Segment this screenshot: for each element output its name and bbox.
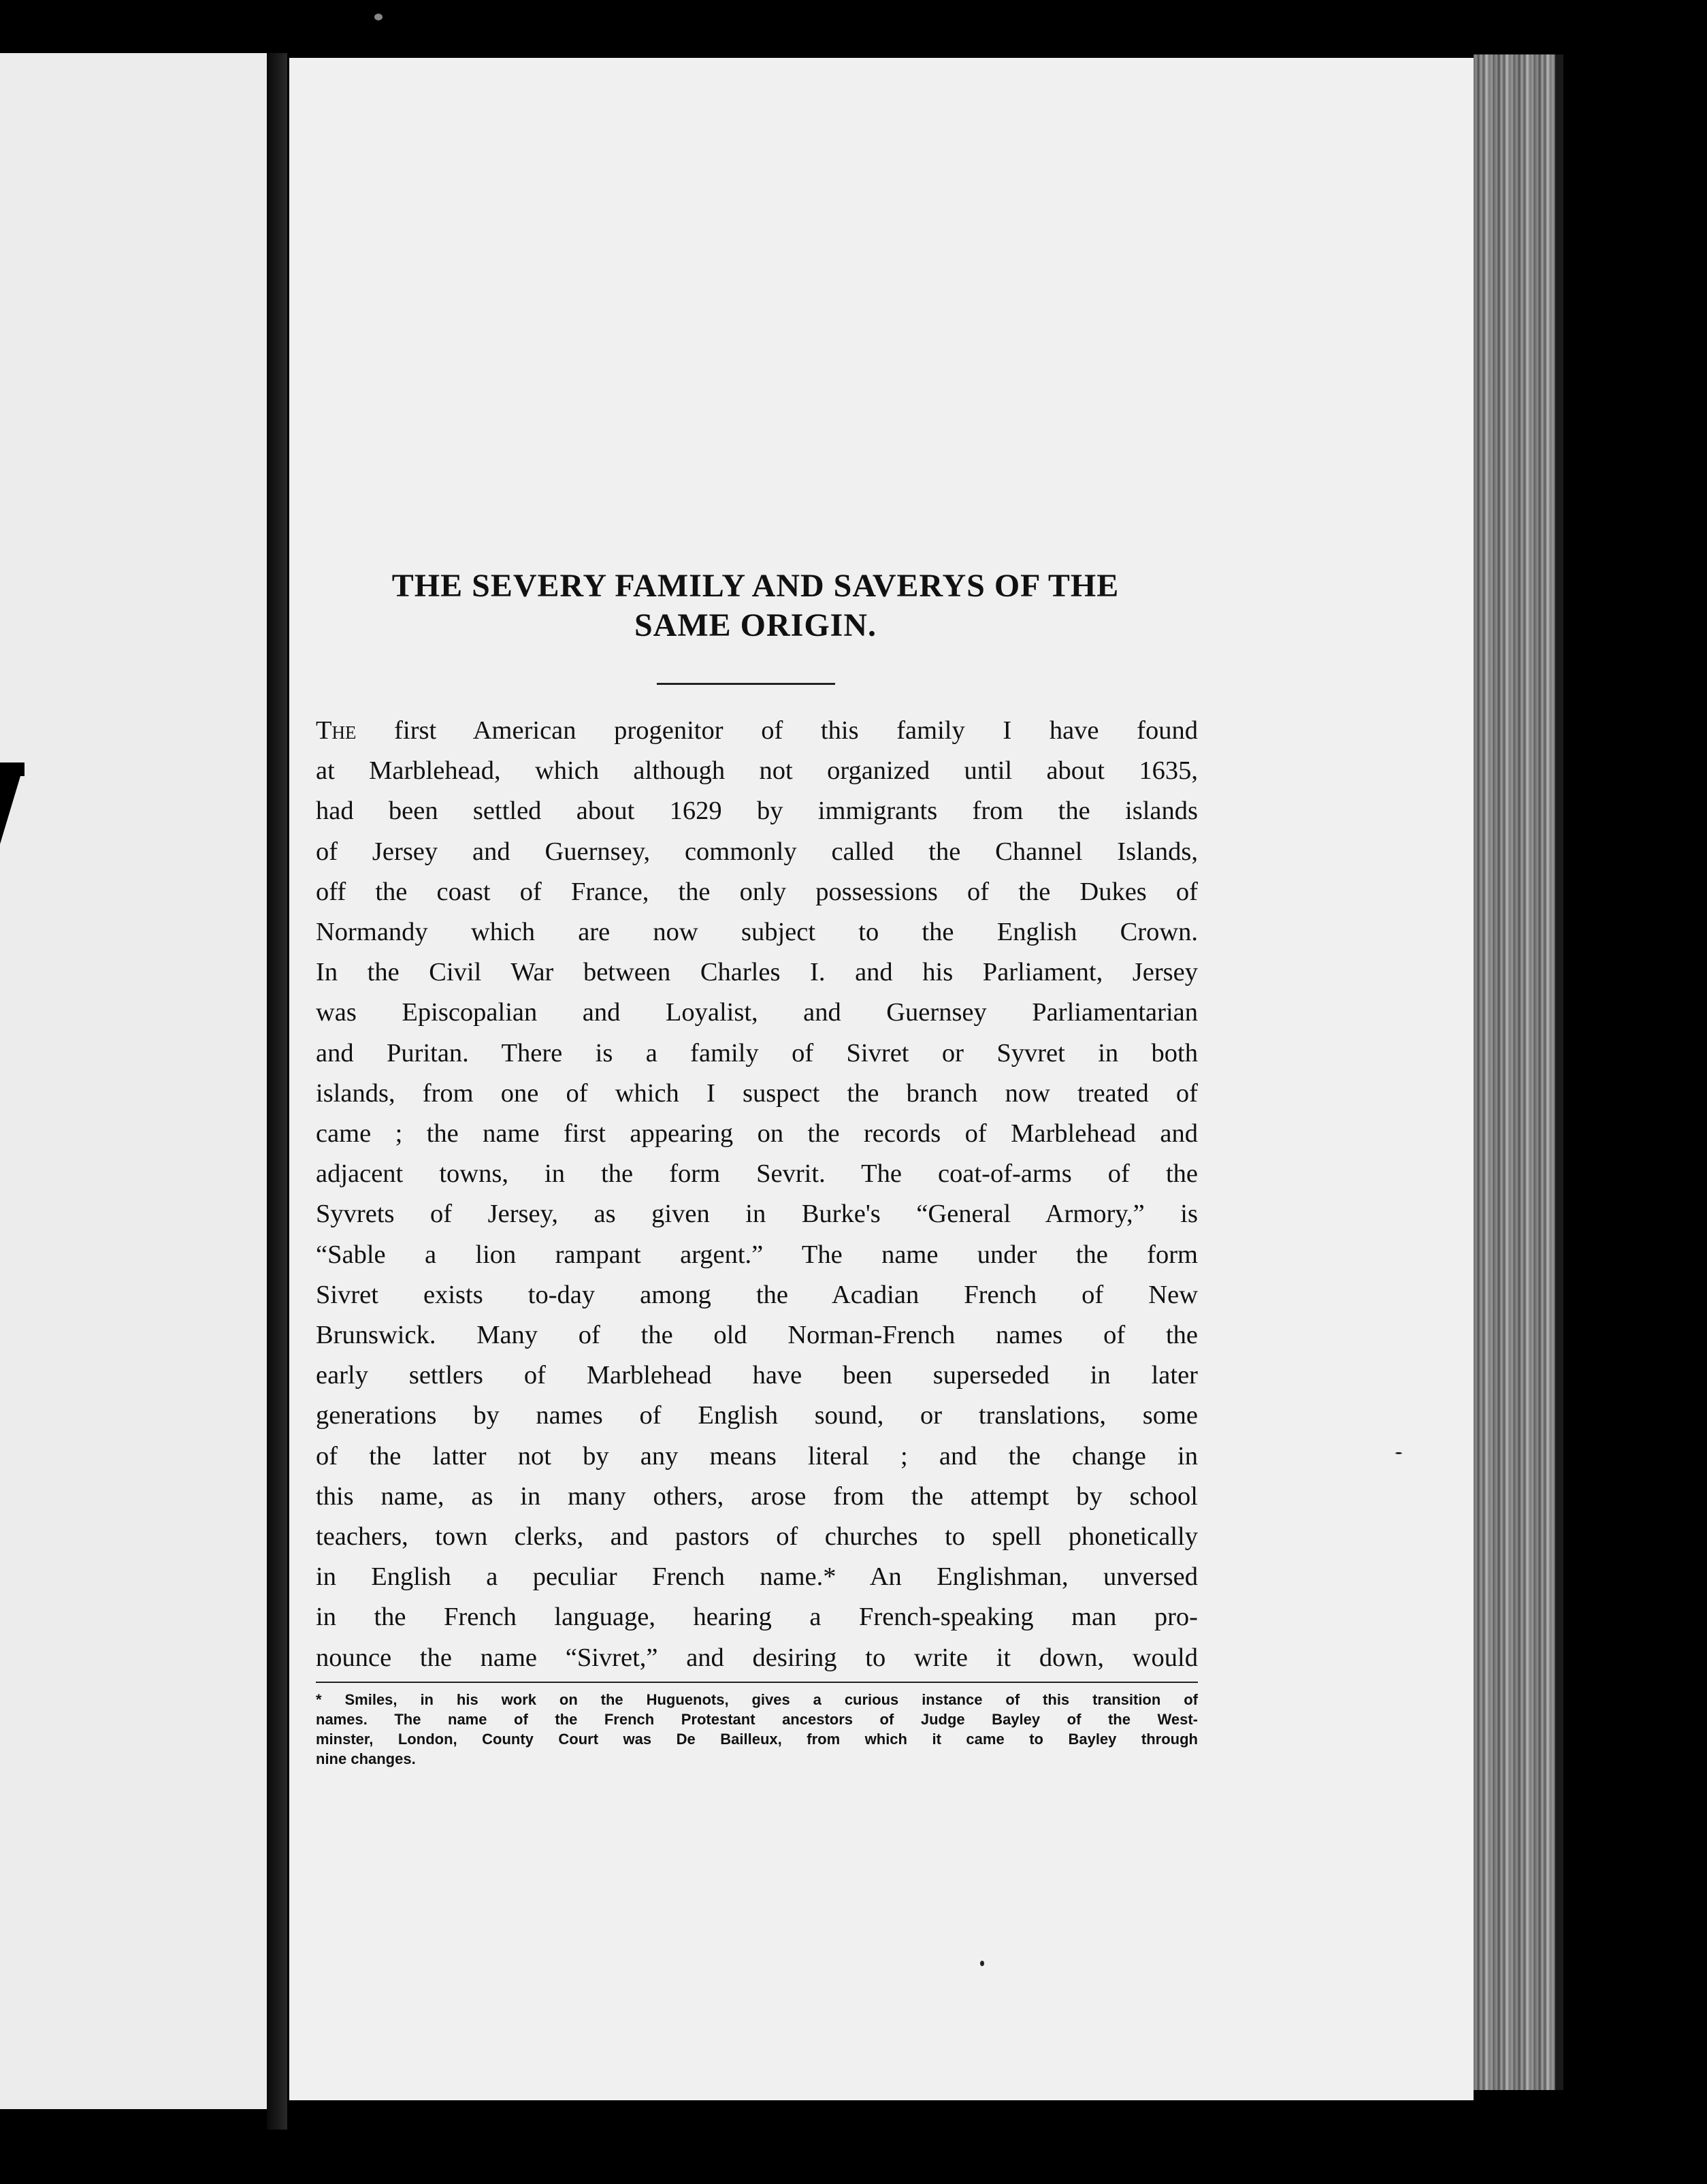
body-line: this name, as in many others, arose from the attempt by school	[316, 1481, 1198, 1511]
footnote-line: minster, London, County Court was De Bailleux, from which it came to Bayley through	[316, 1731, 1198, 1748]
body-line	[316, 711, 1198, 751]
body-paragraph	[316, 711, 1198, 1678]
book-gutter	[267, 53, 287, 2130]
body-line: “Sable a lion rampant argent.” The name under the form	[316, 1240, 1198, 1269]
body-line: at Marblehead, which although not organized until about 1635,	[316, 756, 1198, 786]
page-edges	[1474, 54, 1555, 2090]
body-line: In the Civil War between Charles I. and his Parliament, Jersey	[316, 958, 1198, 987]
footnote-line: names. The name of the French Protestant ancestors of Judge Bayley of the West-	[316, 1711, 1198, 1728]
body-line: nounce the name “Sivret,” and desiring to write it down, would	[316, 1643, 1198, 1672]
body-line: of Jersey and Guernsey, commonly called the Channel Islands,	[316, 837, 1198, 866]
body-line: Sivret exists to-day among the Acadian French of New	[316, 1280, 1198, 1309]
title-rule	[657, 683, 835, 685]
body-line: had been settled about 1629 by immigrants from the islands	[316, 797, 1198, 826]
body-line: early settlers of Marblehead have been superseded in later	[316, 1361, 1198, 1390]
body-line: teachers, town clerks, and pastors of churches to spell phonetically	[316, 1522, 1198, 1552]
body-lead-word: The	[316, 716, 357, 745]
body-line: in the French language, hearing a French-speaking man pro-	[316, 1603, 1198, 1632]
chapter-title	[313, 566, 1198, 645]
body-line: Syvrets of Jersey, as given in Burke's “General Armory,” is	[316, 1200, 1198, 1229]
chapter-title-line-2: SAME ORIGIN.	[634, 607, 877, 643]
body-line: and Puritan. There is a family of Sivret or Syvret in both	[316, 1038, 1198, 1067]
footnote-rule	[316, 1682, 1198, 1683]
body-line: Normandy which are now subject to the English Crown.	[316, 918, 1198, 947]
footnote	[316, 1690, 1198, 1769]
body-line: generations by names of English sound, or translations, some	[316, 1401, 1198, 1430]
body-line: Brunswick. Many of the old Norman-French names of the	[316, 1321, 1198, 1350]
chapter-title-line-1: THE SEVERY FAMILY AND SAVERYS OF THE	[391, 568, 1120, 604]
scan-speck	[374, 14, 383, 20]
body-line: came ; the name first appearing on the records of Marblehead and	[316, 1119, 1198, 1149]
scan-speck	[1395, 1452, 1402, 1454]
left-facing-page	[0, 53, 267, 2109]
page-edges-shadow	[1555, 54, 1563, 2090]
footnote-line: * Smiles, in his work on the Huguenots, gives a curious instance of this transition of	[316, 1691, 1198, 1708]
body-line: in English a peculiar French name.* An Englishman, unversed	[316, 1562, 1198, 1592]
left-page-tab-wedge	[0, 762, 25, 844]
body-line: islands, from one of which I suspect the branch now treated of	[316, 1078, 1198, 1108]
scan-speck	[980, 1961, 984, 1966]
body-line-text: first American progenitor of this family I have found	[356, 716, 1198, 745]
footnote-line: nine changes.	[316, 1750, 416, 1767]
body-line: was Episcopalian and Loyalist, and Guernsey Parliamentarian	[316, 998, 1198, 1027]
body-line: off the coast of France, the only possessions of the Dukes of	[316, 877, 1198, 906]
body-line: of the latter not by any means literal ; and the change in	[316, 1441, 1198, 1471]
body-line: adjacent towns, in the form Sevrit. The coat-of-arms of the	[316, 1159, 1198, 1189]
